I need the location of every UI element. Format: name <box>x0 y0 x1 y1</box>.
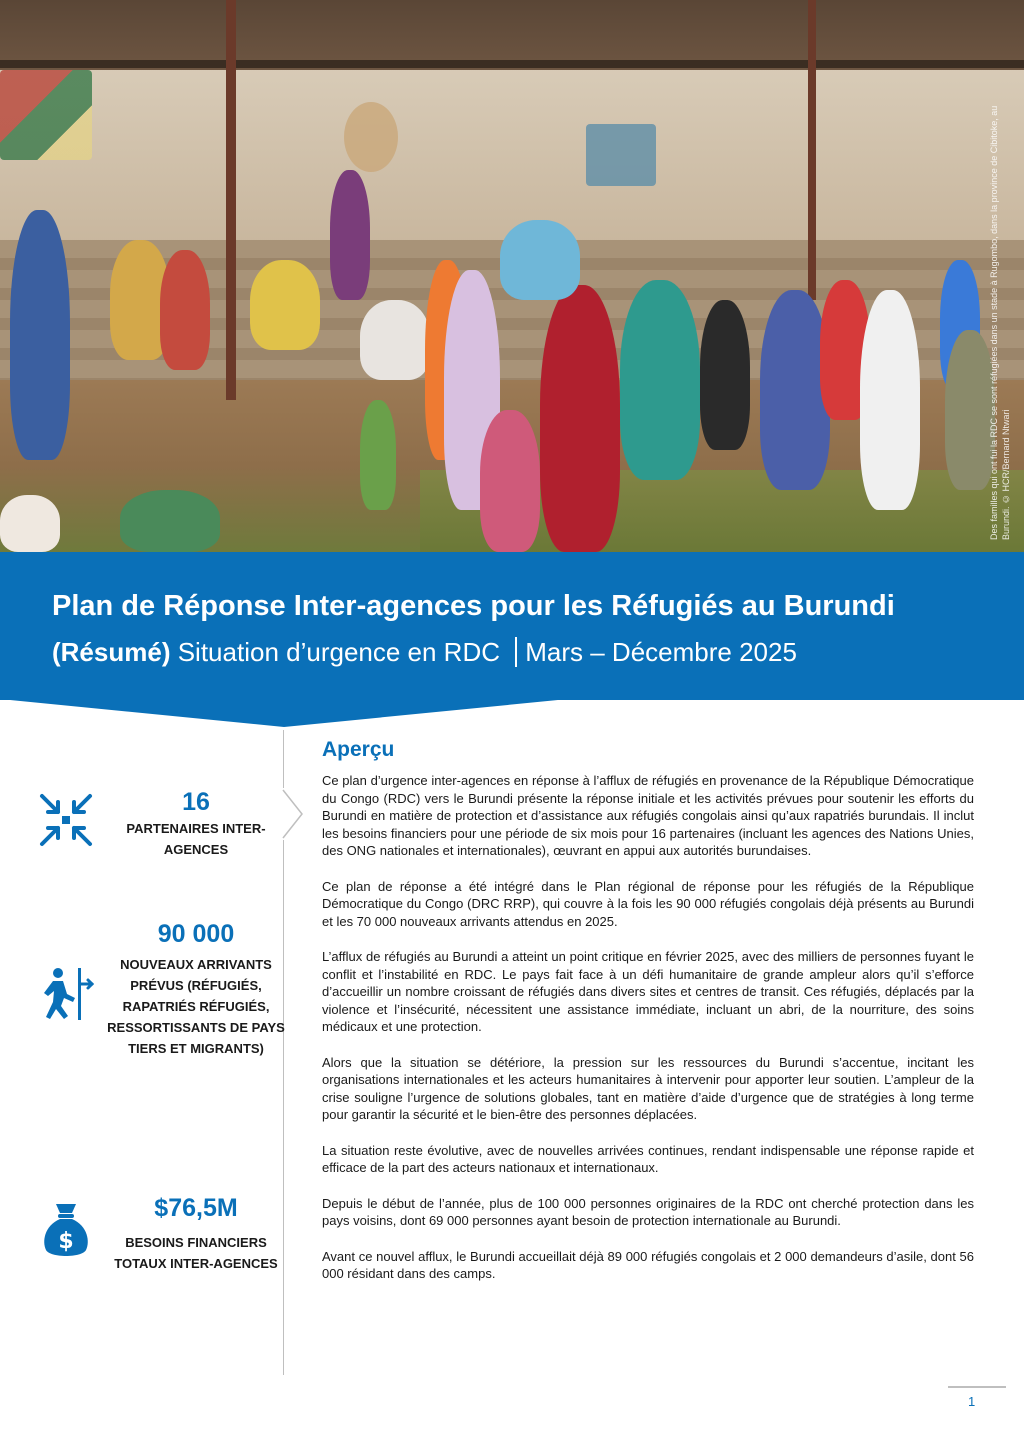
page-number-rule <box>948 1386 1006 1388</box>
page-title: Plan de Réponse Inter-agences pour les Réfugiés au Burundi <box>52 590 895 622</box>
photo-pillar <box>808 0 816 300</box>
photo-person <box>700 300 750 450</box>
overview-paragraph: La situation reste évolutive, avec de nouvelles arrivées continues, rendant indispensable une réponse rapide et efficace de la part des acteurs nationaux et internationaux. <box>322 1142 974 1175</box>
overview-heading: Aperçu <box>322 738 395 761</box>
photo-bundle <box>120 490 220 552</box>
photo-mural-flag <box>0 70 92 160</box>
photo-person <box>480 410 540 552</box>
stat-value: $76,5M <box>154 1194 238 1222</box>
stat-label: PARTENAIRES INTER-AGENCES <box>126 821 266 857</box>
page-subtitle <box>52 632 1012 672</box>
photo-credit-caption: Des familles qui ont fui la RDC se sont réfugiées dans un stade à Rugombo, dans la province de Cibitoke, au Burundi. © HCR/Bernard Ntwari <box>989 105 1011 540</box>
page-number: 1 <box>968 1394 976 1409</box>
photo-person <box>540 285 620 552</box>
svg-text:$: $ <box>58 1229 74 1254</box>
photo-person <box>500 220 580 300</box>
person-crossing-border-icon <box>36 964 96 1024</box>
stat-value: 90 000 <box>157 920 235 948</box>
title-band-notch <box>0 699 568 727</box>
stat-label: BESOINS FINANCIERS TOTAUX INTER-AGENCES <box>114 1235 278 1271</box>
subtitle-separator <box>515 637 517 667</box>
photo-person <box>160 250 210 370</box>
overview-paragraph: Avant ce nouvel afflux, le Burundi accueillait déjà 89 000 réfugiés congolais et 2 000 demandeurs d’asile, dont 56 000 résidant dans des camps. <box>322 1248 974 1281</box>
overview-paragraph: Alors que la situation se détériore, la pression sur les ressources du Burundi s’accentue, incitant les organisations internationales et les acteurs humanitaires à intervenir pour apporter leur soutien. L’ampleur de la crise souligne l’urgence de solutions globales, tant en matière d’aide d’urgence que de stratégies à long terme pour garantir la sécurité et le bien-être des personnes déplacées. <box>322 1054 974 1122</box>
stat-funding <box>36 1194 286 1304</box>
subtitle-summary-tag: (Résumé) <box>52 637 171 667</box>
photo-roof-edge <box>0 60 1024 68</box>
photo-mural-sign <box>586 124 656 186</box>
title-band <box>0 552 1024 700</box>
money-bag-icon <box>36 1200 96 1260</box>
photo-person <box>10 210 70 460</box>
stat-label: NOUVEAUX ARRIVANTS PRÉVUS (RÉFUGIÉS, RAPATRIÉS RÉFUGIÉS, RESSORTISSANTS DE PAYS TIERS ET MIGRANTS) <box>107 957 285 1056</box>
overview-paragraph: Ce plan de réponse a été intégré dans le Plan régional de réponse pour les réfugiés de la République Démocratique du Congo (DRC RRP), qui couvre à la fois les 90 000 réfugiés congolais déjà présents au Burundi et les 70 000 nouveaux arrivants attendus en 2025. <box>322 878 974 929</box>
subtitle-situation: Situation d’urgence en RDC <box>177 637 501 667</box>
hero-photo <box>0 0 1024 552</box>
overview-body <box>322 772 974 1301</box>
subtitle-period: Mars – Décembre 2025 <box>525 637 797 667</box>
photo-bundle <box>0 495 60 552</box>
stat-new-arrivals <box>36 920 286 1130</box>
stat-value: 16 <box>182 788 210 816</box>
photo-pillar <box>226 0 236 400</box>
converge-arrows-icon <box>36 790 96 850</box>
overview-paragraph: Ce plan d’urgence inter-agences en réponse à l’afflux de réfugiés en provenance de la République Démocratique du Congo (RDC) vers le Burundi présente la réponse initiale et les activités prévues pour soutenir les efforts du Burundi en matière de protection et d’assistance aux réfugiés congolais ainsi qu’aux rapatriés burundais. Il inclut les besoins financiers pour une période de six mois pour 16 partenaires (incluant les agences des Nations Unies, des ONG nationales et internationales), œuvrant en appui aux autorités burundaises. <box>322 773 974 858</box>
photo-person <box>330 170 370 300</box>
photo-person <box>250 260 320 350</box>
photo-person <box>760 290 830 490</box>
photo-person <box>360 300 430 380</box>
overview-paragraph: L’afflux de réfugiés au Burundi a atteint un point critique en février 2025, avec des milliers de personnes fuyant le conflit et l’instabilité en RDC. Le pays fait face à un défi humanitaire de grande ampleur alors qu’il s’efforce d’accueillir un nombre croissant de réfugiés dans divers sites et centres de transit. Ces réfugiés, déplacés par la violence et l’insécurité, nécessitent une assistance immédiate, incluant un abri, de la nourriture, des soins médicaux et une protection. <box>322 949 974 1034</box>
overview-paragraph: Depuis le début de l’année, plus de 100 000 personnes originaires de la RDC ont cherché protection dans les pays voisins, dont 69 000 personnes ayant besoin de protection internationale au Burundi. <box>322 1195 974 1228</box>
photo-mural-emblem <box>344 102 398 172</box>
photo-person <box>360 400 396 510</box>
stat-partners <box>36 786 286 866</box>
photo-person <box>620 280 700 480</box>
photo-person <box>860 290 920 510</box>
